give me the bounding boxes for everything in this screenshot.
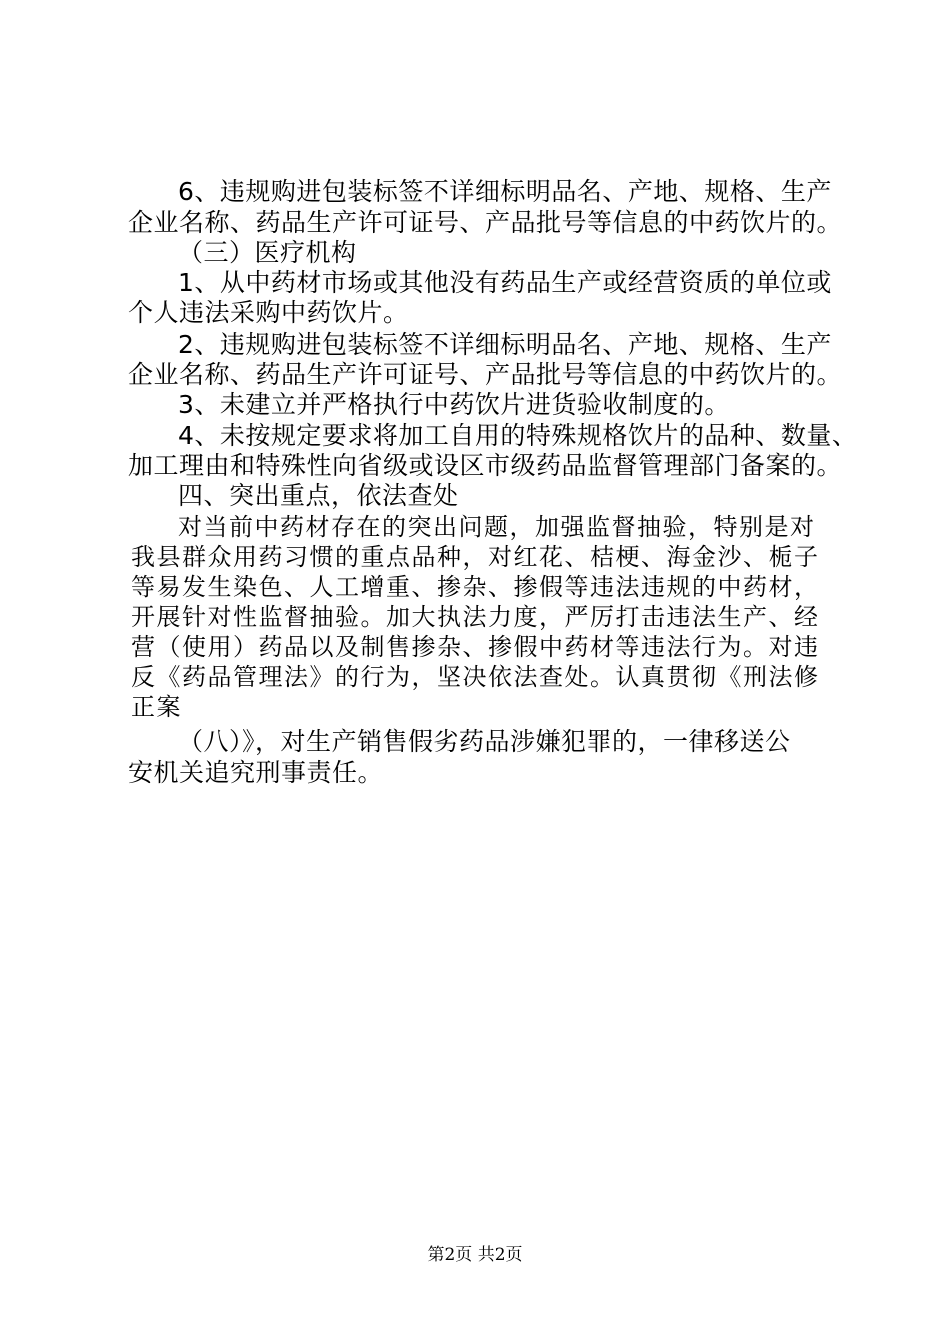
- text-line: 反《药品管理法》的行为，坚决依法查处。认真贯彻《刑法修: [131, 663, 820, 691]
- section-heading: 四、突出重点，依法查处: [178, 481, 459, 510]
- text-line: 等易发生染色、人工增重、掺杂、掺假等违法违规的中药材，: [131, 573, 820, 601]
- text-line: 个人违法采购中药饮片。: [128, 298, 409, 327]
- text-line: 3、未建立并严格执行中药饮片进货验收制度的。: [178, 390, 730, 419]
- text-line: 企业名称、药品生产许可证号、产品批号等信息的中药饮片的。: [128, 360, 843, 389]
- text-line: 4、未按规定要求将加工自用的特殊规格饮片的品种、数量、: [178, 421, 858, 450]
- text-line: 我县群众用药习惯的重点品种，对红花、桔梗、海金沙、栀子: [131, 543, 820, 571]
- text-line: 安机关追究刑事责任。: [128, 758, 384, 787]
- section-heading: （三）医疗机构: [178, 238, 357, 267]
- text-line: 加工理由和特殊性向省级或设区市级药品监督管理部门备案的。: [128, 451, 843, 480]
- text-line: 正案: [131, 693, 182, 721]
- page-number-footer: 第2页 共2页: [427, 1245, 523, 1265]
- text-line: （八）》，对生产销售假劣药品涉嫌犯罪的，一律移送公: [178, 727, 791, 756]
- text-line: 企业名称、药品生产许可证号、产品批号等信息的中药饮片的。: [128, 208, 843, 237]
- text-line: 1、从中药材市场或其他没有药品生产或经营资质的单位或: [178, 268, 832, 297]
- text-line: 开展针对性监督抽验。加大执法力度，严厉打击违法生产、经: [131, 603, 820, 631]
- text-line: 6、违规购进包装标签不详细标明品名、产地、规格、生产: [178, 177, 832, 206]
- text-line: 2、违规购进包装标签不详细标明品名、产地、规格、生产: [178, 330, 832, 359]
- text-line: 对当前中药材存在的突出问题，加强监督抽验，特别是对: [178, 513, 816, 541]
- text-line: 营（使用）药品以及制售掺杂、掺假中药材等违法行为。对违: [131, 633, 820, 661]
